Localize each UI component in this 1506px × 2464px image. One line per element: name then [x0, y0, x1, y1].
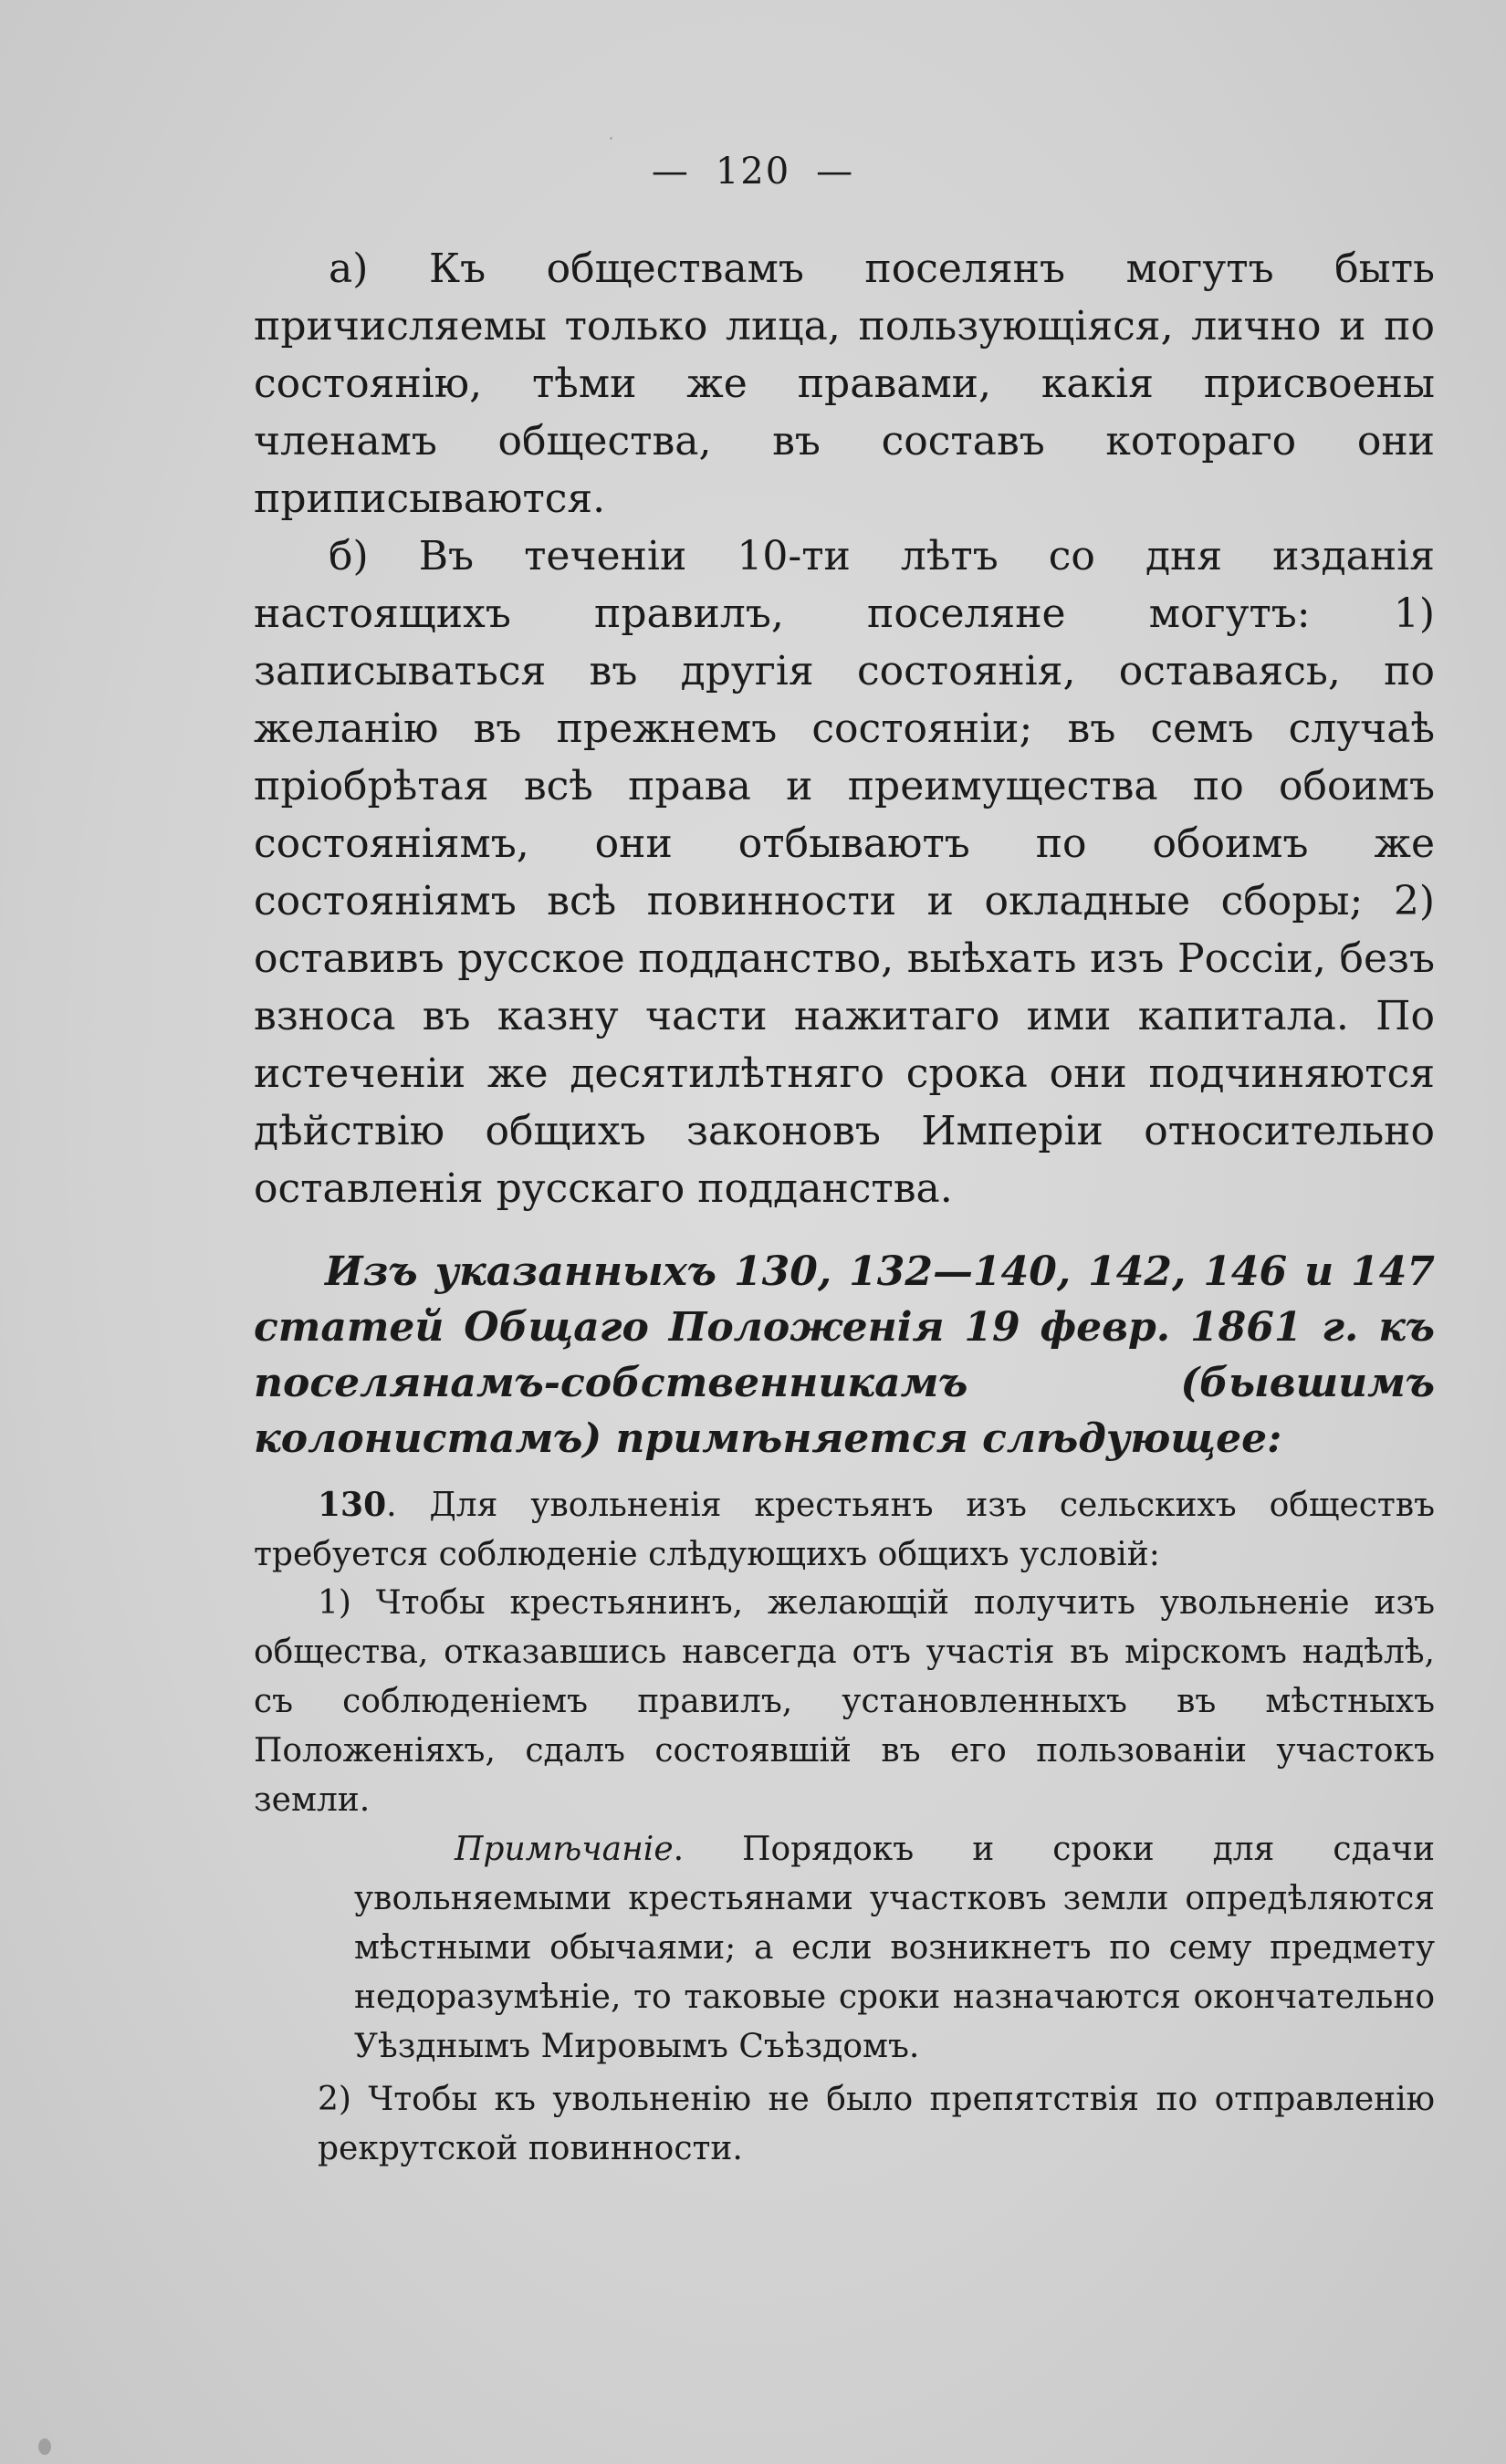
article-number: 130 — [318, 1486, 387, 1524]
article-130 — [254, 1480, 1435, 1580]
note-label: Примѣчаніе — [455, 1831, 674, 1868]
page-number-dash-left: — — [651, 151, 690, 193]
article-130-note — [354, 1825, 1435, 2072]
article-130-item-1: 1) Чтобы крестьянинъ, желающій получить увольненіе изъ общества, отказавшись навсегда отъ участія въ мірскомъ надѣлѣ, съ соблюденіемъ правилъ, установленныхъ въ мѣстныхъ Положеніяхъ, сдалъ состоявшій въ его пользованіи участокъ земли. — [254, 1584, 1435, 1819]
article-130-item-2: 2) Чтобы къ увольненію не было препятствія по отправленію рекрутской повинности. — [318, 2081, 1435, 2167]
section-heading: Изъ указанныхъ 130, 132—140, 142, 146 и 147 статей Общаго Положенія 19 февр. 1861 г. къ поселянамъ-собственникамъ (бывшимъ колонистамъ) примѣняется слѣдующее: — [254, 1248, 1435, 1462]
page-number-dash-right: — — [816, 151, 855, 193]
paragraph-b: б) Въ теченіи 10-ти лѣтъ со дня изданія настоящихъ правилъ, поселяне могутъ: 1) записываться въ другія состоянія, оставаясь, по желанію въ прежнемъ состояніи; въ семъ случаѣ пріобрѣтая всѣ права и преимущества по обоимъ состояніямъ, они отбываютъ по обоимъ же состояніямъ всѣ повинности и окладные сборы; 2) оставивъ русское подданство, выѣхать изъ Россіи, безъ взноса въ казну части нажитаго ими капитала. По истеченіи же десятилѣтняго срока они подчиняются дѣйствію общихъ законовъ Имперіи относительно оставленія русскаго подданства. — [254, 533, 1435, 1212]
ink-smudge — [38, 2438, 51, 2455]
paragraph-a: а) Къ обществамъ поселянъ могутъ быть причисляемы только лица, пользующіяся, лично и по состоянію, тѣми же правами, какія присвоены членамъ общества, въ составъ котораго они приписываются. — [254, 245, 1435, 522]
page-number-value: 120 — [715, 151, 791, 193]
note-text: . Порядокъ и сроки для сдачи увольняемыми крестьянами участковъ земли опредѣляются мѣстными обычаями; а если возникнетъ по сему предмету недоразумѣніе, то таковые сроки назначаются окончательно Уѣзднымъ Мировымъ Съѣздомъ. — [354, 1831, 1435, 2065]
page-number — [0, 151, 1506, 193]
ink-speck — [610, 137, 612, 140]
article-130-text: . Для увольненія крестьянъ изъ сельскихъ обществъ требуется соблюденіе слѣдующихъ общихъ условій: — [254, 1487, 1435, 1573]
